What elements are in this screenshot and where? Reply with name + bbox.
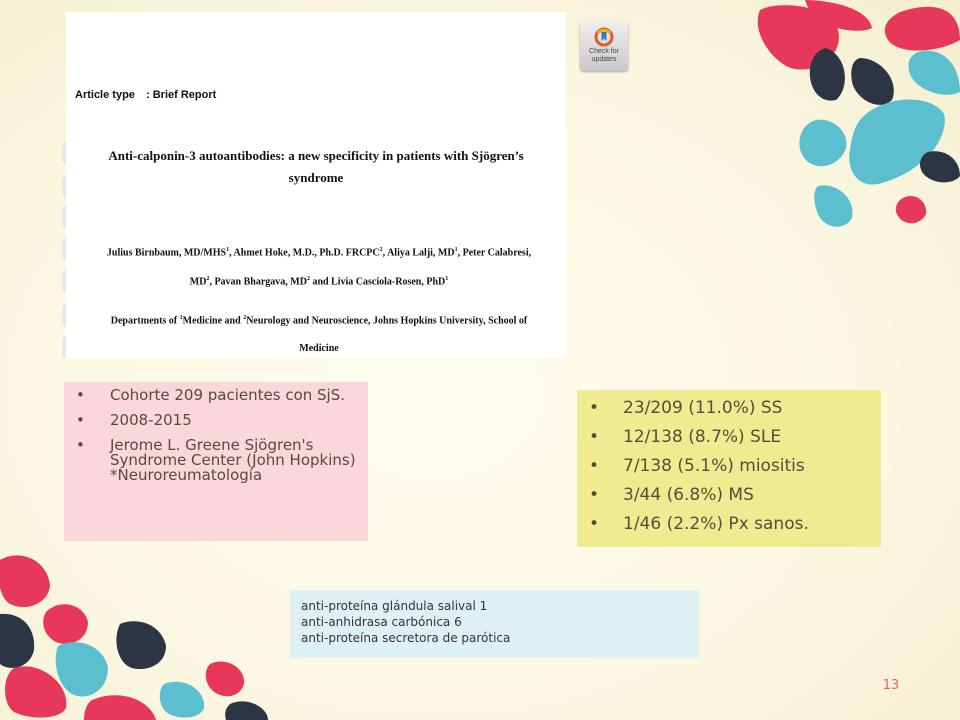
paper-title-line-1: Anti-calponin-3 autoantibodies: a new specificity in patients with Sjögren’s	[108, 148, 524, 163]
list-item: • 23/209 (11.0%) SS	[589, 398, 783, 418]
list-item: • Jerome L. Greene Sjögren's Syndrome Center (John Hopkins) *Neuroreumatología	[76, 436, 356, 484]
antibody-line: anti-proteína glándula salival 1	[301, 599, 488, 613]
bullet-icon: •	[589, 456, 600, 476]
list-item: • 7/138 (5.1%) miositis	[589, 456, 805, 476]
bullet-icon: •	[589, 398, 600, 418]
paper-title	[80, 145, 552, 189]
bullet-icon: •	[589, 485, 600, 505]
bullet-icon: •	[589, 514, 600, 534]
bullet-icon: •	[76, 436, 85, 454]
prevalence-list	[577, 398, 809, 543]
paper-clipping	[66, 12, 619, 358]
bullet-icon: •	[589, 427, 600, 447]
list-item: • Cohorte 209 pacientes con SjS.	[76, 386, 346, 404]
antibody-line: anti-proteína secretora de parótica	[301, 631, 511, 645]
badge-label: Check for updates	[589, 48, 619, 63]
antibodies-box	[290, 590, 699, 658]
authors-line-1: Julius Birnbaum, MD/MHS$^1$, Ahmet Hoke, M.D., Ph.D. FRCPC$^2$, Aliya Lalji, $MD^1$, Peter Calabresi,	[106, 247, 532, 259]
paper-title-line-2: syndrome	[288, 170, 344, 185]
list-item: • 3/44 (6.8%) MS	[589, 485, 754, 505]
authors-line-2: $MD^2$, Pavan Bhargava, $MD^2$ and Livia Casciola-Rosen, PhD$^1$	[189, 276, 449, 288]
bullet-icon: •	[76, 386, 85, 404]
list-item: • 2008-2015	[76, 411, 192, 429]
cohort-info-box	[64, 382, 368, 541]
bullet-icon: •	[76, 411, 85, 429]
slide-number: 13	[882, 678, 900, 693]
affiliation-line-1: Departments of $^1$Medicine and $^2$Neurology and Neuroscience, Johns Hopkins University, School of	[110, 315, 528, 327]
check-for-updates-badge	[580, 21, 628, 71]
antibody-line: anti-anhidrasa carbónica 6	[301, 615, 462, 629]
cohort-info-list	[64, 388, 368, 493]
bookmark-ring-icon	[594, 27, 614, 47]
paper-affiliation	[76, 304, 562, 363]
article-type-value: : Brief Report	[146, 89, 217, 101]
list-item: • 1/46 (2.2%) Px sanos.	[589, 514, 809, 534]
prevalence-box	[577, 390, 881, 547]
antibodies-list	[301, 598, 510, 646]
paper-authors	[76, 237, 562, 296]
article-type-label: Article type	[75, 89, 135, 101]
affiliation-line-2: Medicine	[299, 343, 339, 355]
list-item: • 12/138 (8.7%) SLE	[589, 427, 782, 447]
